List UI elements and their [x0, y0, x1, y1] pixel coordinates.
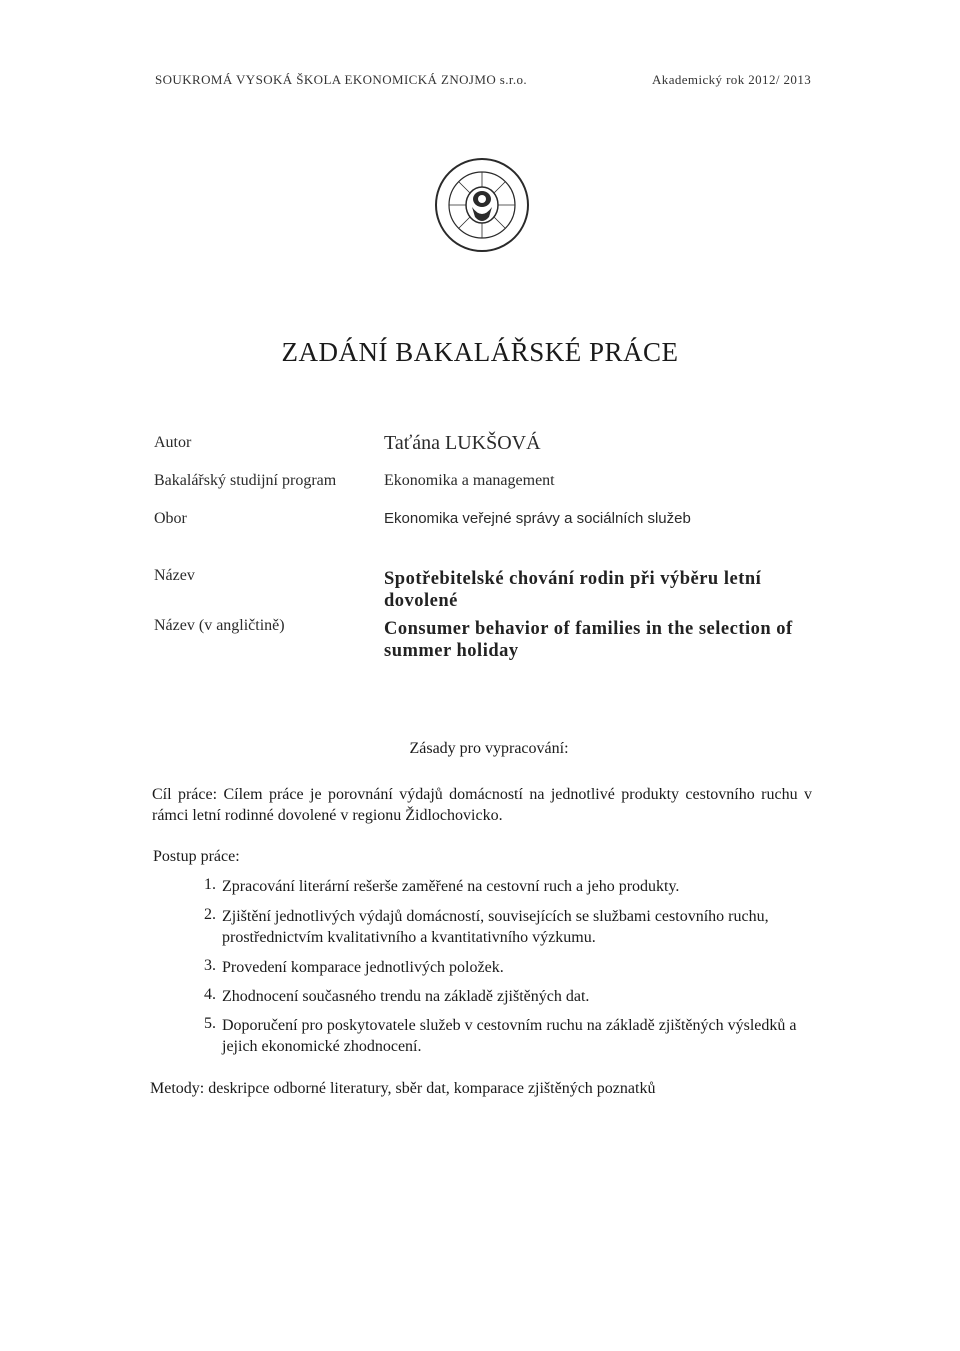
methods-line: Metody: deskripce odborné literatury, sběr dat, komparace zjištěných poznatků	[150, 1080, 656, 1097]
thesis-name-en-value: Consumer behavior of families in the selection of summer holiday	[384, 619, 793, 661]
step-text: Doporučení pro poskytovatele služeb v cestovním ruchu na základě zjištěných výsledků a jejich ekonomické zhodnocení.	[222, 1017, 797, 1055]
step-text: Zpracování literární rešerše zaměřené na cestovní ruch a jeho produkty.	[222, 878, 680, 895]
thesis-name-value: Spotřebitelské chování rodin při výběru letní dovolené	[384, 569, 762, 611]
document-title: ZADÁNÍ BAKALÁŘSKÉ PRÁCE	[281, 337, 679, 367]
step-number: 5.	[204, 1015, 216, 1032]
thesis-name-label: Název	[154, 567, 195, 584]
step-number: 2.	[204, 906, 216, 923]
step-number: 3.	[204, 957, 216, 974]
step-text: Zjištění jednotlivých výdajů domácností, souvisejících se službami cestovního ruchu, prostřednictvím kvalitativního a kvantitativního výzkumu.	[222, 908, 769, 946]
study-program-label: Bakalářský studijní program	[154, 472, 337, 489]
step-number: 4.	[204, 986, 216, 1003]
principles-heading: Zásady pro vypracování:	[409, 740, 569, 757]
field-value: Ekonomika veřejné správy a sociálních služeb	[384, 510, 691, 527]
step-number: 1.	[204, 876, 216, 893]
school-name-header: SOUKROMÁ VYSOKÁ ŠKOLA EKONOMICKÁ ZNOJMO s.r.o.	[155, 72, 528, 87]
author-label: Autor	[154, 434, 192, 451]
field-label: Obor	[154, 510, 187, 527]
step-text: Provedení komparace jednotlivých položek.	[222, 959, 504, 976]
author-value: Taťána LUKŠOVÁ	[384, 432, 541, 454]
step-text: Zhodnocení současného trendu na základě zjištěných dat.	[222, 988, 590, 1005]
academic-year-header: Akademický rok 2012/ 2013	[652, 72, 812, 87]
study-program-value: Ekonomika a management	[384, 472, 555, 489]
thesis-name-en-label: Název (v angličtině)	[154, 617, 285, 634]
thesis-goal: Cíl práce: Cílem práce je porovnání výdajů domácností na jednotlivé produkty cestovního ruchu v rámci letní rodinné dovolené v regionu Židlochovicko.	[152, 786, 812, 824]
procedure-label: Postup práce:	[153, 848, 240, 865]
school-seal-icon	[432, 155, 532, 255]
